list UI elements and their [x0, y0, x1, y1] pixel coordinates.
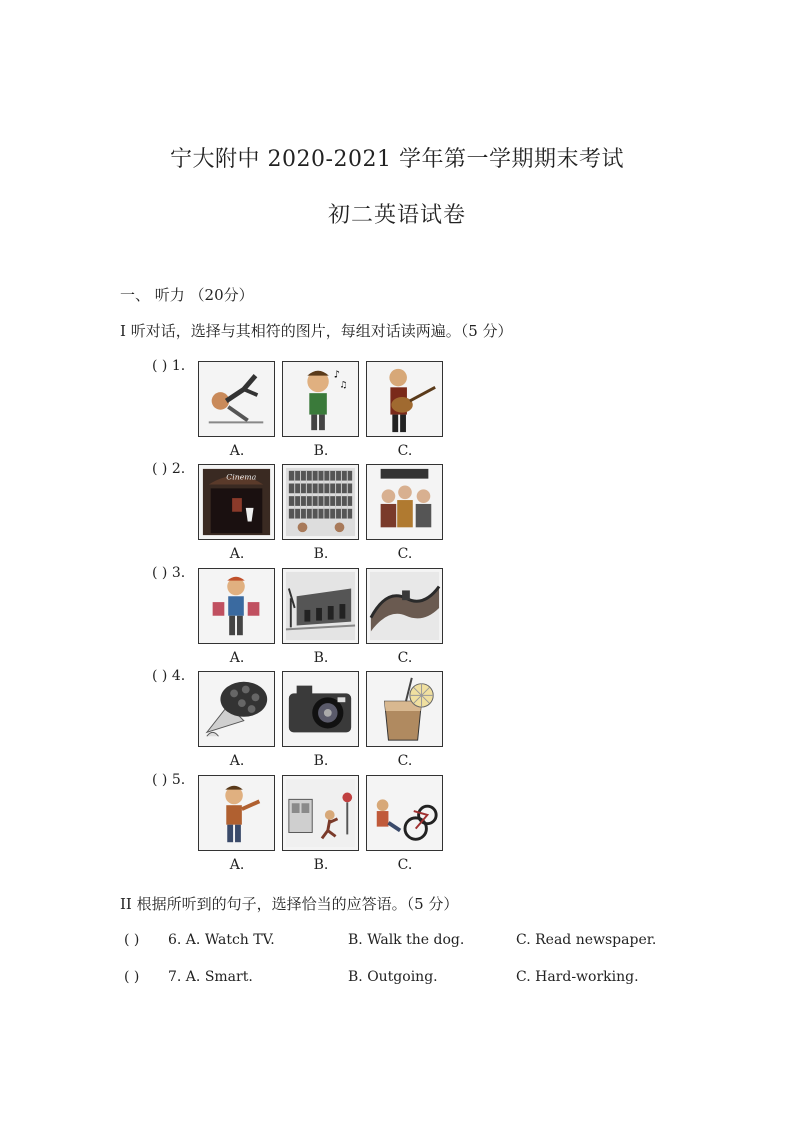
- question-6-option-c: C. Read newspaper.: [516, 932, 657, 948]
- option-b-label: B.: [313, 857, 329, 873]
- option-a-label: A.: [229, 753, 245, 769]
- section-heading-listening: 一、 听力 （20分）: [120, 286, 254, 304]
- question-label: ( ) 3.: [152, 565, 186, 581]
- boy-fallen-off-bike-image: [366, 775, 443, 851]
- option-c-label: C.: [397, 443, 413, 459]
- part1-instruction: I 听对话，选择与其相符的图片，每组对话读两遍。（5 分）: [120, 322, 513, 340]
- old-city-wall-image: [282, 568, 359, 644]
- question-label: ( ) 1.: [152, 358, 186, 374]
- option-c-label: C.: [397, 546, 413, 562]
- question-label: ( ) 2.: [152, 461, 186, 477]
- part2-instruction: II 根据所听到的句子，选择恰当的应答语。（5 分）: [120, 895, 459, 913]
- great-wall-image: [366, 568, 443, 644]
- question-6-option-b: B. Walk the dog.: [348, 932, 465, 948]
- cinema-image: [198, 464, 275, 540]
- question-6-option-a: 6. A. Watch TV.: [168, 932, 275, 948]
- option-c-label: C.: [397, 753, 413, 769]
- question-7-option-c: C. Hard-working.: [516, 969, 639, 985]
- chinese-opera-performers-image: [366, 464, 443, 540]
- option-c-label: C.: [397, 650, 413, 666]
- boy-with-shopping-bags-image: [198, 568, 275, 644]
- question-label: ( ) 5.: [152, 772, 186, 788]
- singing-boy-image: [282, 361, 359, 437]
- camera-image: [282, 671, 359, 747]
- svg-text:♫: ♫: [339, 380, 348, 391]
- question-7-option-b: B. Outgoing.: [348, 969, 438, 985]
- option-a-label: A.: [229, 546, 245, 562]
- juice-glass-image: [366, 671, 443, 747]
- option-c-label: C.: [397, 857, 413, 873]
- option-a-label: A.: [229, 443, 245, 459]
- option-a-label: A.: [229, 650, 245, 666]
- option-b-label: B.: [313, 443, 329, 459]
- library-bookshelves-image: [282, 464, 359, 540]
- svg-text:Cinema: Cinema: [226, 472, 257, 482]
- breakdancing-boy-image: [198, 361, 275, 437]
- option-b-label: B.: [313, 650, 329, 666]
- question-paren: ( ): [124, 932, 140, 948]
- boy-running-from-bus-image: [282, 775, 359, 851]
- exam-title: 宁大附中 2020-2021 学年第一学期期末考试: [170, 147, 624, 172]
- svg-text:♪: ♪: [333, 369, 340, 381]
- option-b-label: B.: [313, 753, 329, 769]
- question-label: ( ) 4.: [152, 668, 186, 684]
- option-a-label: A.: [229, 857, 245, 873]
- question-7-option-a: 7. A. Smart.: [168, 969, 253, 985]
- guitar-player-image: [366, 361, 443, 437]
- option-b-label: B.: [313, 546, 329, 562]
- boy-crying-image: [198, 775, 275, 851]
- question-paren: ( ): [124, 969, 140, 985]
- exam-subtitle: 初二英语试卷: [327, 203, 466, 228]
- flower-bouquet-image: [198, 671, 275, 747]
